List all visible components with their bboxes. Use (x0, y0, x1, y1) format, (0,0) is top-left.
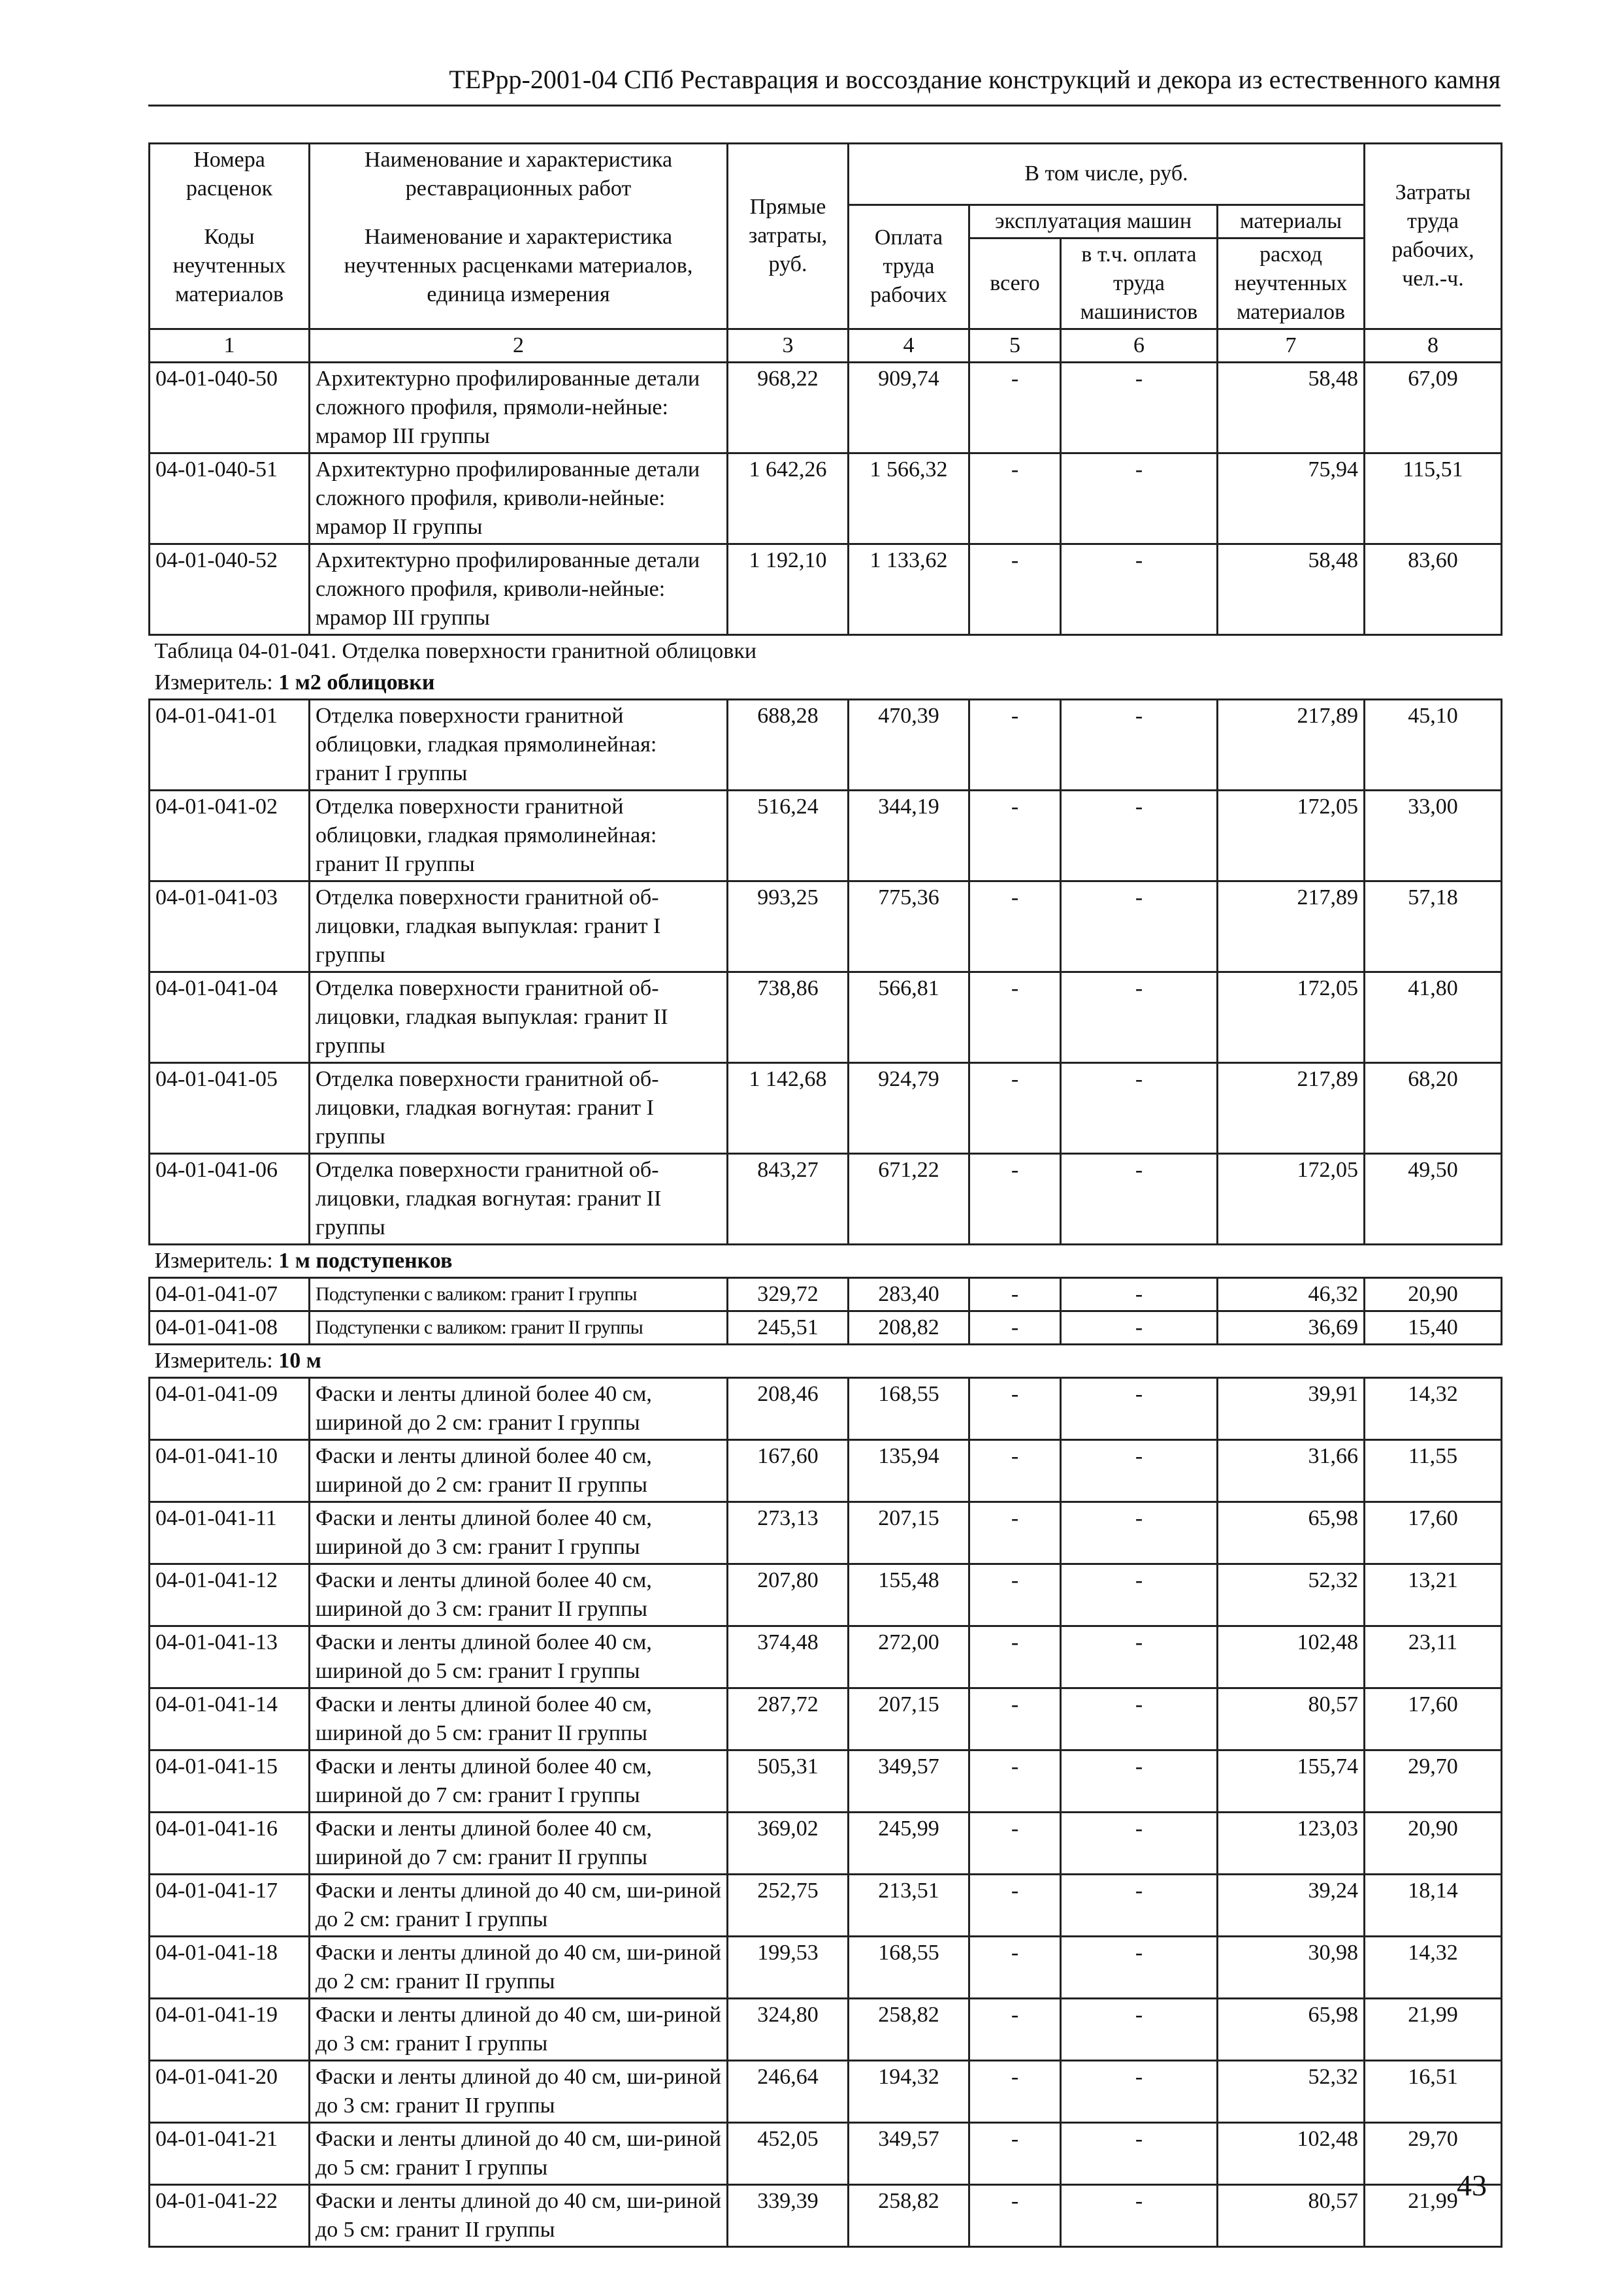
operator-cost: - (1061, 1812, 1218, 1874)
operator-cost: - (1061, 2184, 1218, 2246)
work-name: Фаски и ленты длиной до 40 см, ши-риной до 3 см: гранит I группы (310, 1998, 728, 2060)
machine-cost: - (969, 1153, 1061, 1244)
labor-hours: 29,70 (1365, 1750, 1502, 1812)
work-name: Архитектурно профилированные детали сложного профиля, прямоли-нейные: мрамор III группы (310, 362, 728, 453)
labor-hours: 16,51 (1365, 2060, 1502, 2122)
col-index: 3 (728, 329, 849, 362)
labor-hours: 11,55 (1365, 1439, 1502, 1502)
operator-cost: - (1061, 972, 1218, 1062)
labor-hours: 33,00 (1365, 790, 1502, 881)
meter-line-2 (150, 1244, 1502, 1277)
work-name: Фаски и ленты длиной до 40 см, ши-риной до 2 см: гранит II группы (310, 1936, 728, 1998)
materials-cost: 39,24 (1218, 1874, 1365, 1936)
direct-cost: 208,46 (728, 1377, 849, 1439)
labor-cost: 245,99 (849, 1812, 969, 1874)
rates-table (148, 142, 1502, 2248)
labor-cost: 344,19 (849, 790, 969, 881)
work-name: Фаски и ленты длиной до 40 см, ши-риной до 2 см: гранит I группы (310, 1874, 728, 1936)
operator-cost: - (1061, 2060, 1218, 2122)
materials-cost: 58,48 (1218, 362, 1365, 453)
labor-cost: 135,94 (849, 1439, 969, 1502)
rows-040 (150, 362, 1502, 634)
table-row (150, 1153, 1502, 1244)
materials-cost: 123,03 (1218, 1812, 1365, 1874)
rows-041-facing (150, 699, 1502, 1244)
table-row (150, 1439, 1502, 1502)
table-row (150, 1750, 1502, 1812)
labor-cost: 775,36 (849, 881, 969, 972)
machine-cost: - (969, 972, 1061, 1062)
col-index: 5 (969, 329, 1061, 362)
operator-cost: - (1061, 1998, 1218, 2060)
machines-header: эксплуатация машин (969, 205, 1218, 238)
col-index: 4 (849, 329, 969, 362)
materials-cost: 80,57 (1218, 1688, 1365, 1750)
rate-code: 04-01-041-19 (150, 1998, 310, 2060)
rate-code: 04-01-041-09 (150, 1377, 310, 1439)
machine-cost: - (969, 1277, 1061, 1311)
rate-code: 04-01-041-03 (150, 881, 310, 972)
operator-cost: - (1061, 544, 1218, 634)
labor-hours: 29,70 (1365, 2122, 1502, 2184)
operator-cost: - (1061, 1564, 1218, 1626)
rate-code: 04-01-040-51 (150, 453, 310, 544)
machine-cost: - (969, 2184, 1061, 2246)
work-name: Архитектурно профилированные детали сложного профиля, криволи-нейные: мрамор II группы (310, 453, 728, 544)
rows-041-chamfers (150, 1377, 1502, 2246)
direct-cost: 843,27 (728, 1153, 849, 1244)
labor-cost: 155,48 (849, 1564, 969, 1626)
labor-hours: 18,14 (1365, 1874, 1502, 1936)
labor-hours: 67,09 (1365, 362, 1502, 453)
labor-hours: 23,11 (1365, 1626, 1502, 1688)
rate-code: 04-01-041-15 (150, 1750, 310, 1812)
labor-cost: 470,39 (849, 699, 969, 790)
labor-hours: 49,50 (1365, 1153, 1502, 1244)
materials-cost: 52,32 (1218, 2060, 1365, 2122)
rate-code: 04-01-040-52 (150, 544, 310, 634)
materials-cost: 102,48 (1218, 2122, 1365, 2184)
labor-hours: 68,20 (1365, 1062, 1502, 1153)
direct-cost: 968,22 (728, 362, 849, 453)
work-name: Фаски и ленты длиной более 40 см, шириной до 5 см: гранит II группы (310, 1688, 728, 1750)
direct-cost: 1 192,10 (728, 544, 849, 634)
labor-hours: 17,60 (1365, 1688, 1502, 1750)
labor-cost: 272,00 (849, 1626, 969, 1688)
work-name: Фаски и ленты длиной более 40 см, шириной до 7 см: гранит II группы (310, 1812, 728, 1874)
machine-cost: - (969, 2060, 1061, 2122)
operator-cost: - (1061, 1062, 1218, 1153)
labor-hours: 41,80 (1365, 972, 1502, 1062)
meter-label: Измеритель: (154, 1248, 273, 1273)
meter-value: 1 м2 облицовки (278, 670, 435, 695)
labor-hours: 15,40 (1365, 1311, 1502, 1344)
work-name: Фаски и ленты длиной более 40 см, шириной до 2 см: гранит I группы (310, 1377, 728, 1439)
table-row (150, 1564, 1502, 1626)
labor-cost: 909,74 (849, 362, 969, 453)
direct-cost: 369,02 (728, 1812, 849, 1874)
machine-cost: - (969, 1626, 1061, 1688)
machine-cost: - (969, 1874, 1061, 1936)
col-index: 1 (150, 329, 310, 362)
direct-cost: 688,28 (728, 699, 849, 790)
work-name: Отделка поверхности гранитной об-лицовки, гладкая вогнутая: гранит II группы (310, 1153, 728, 1244)
rate-code: 04-01-040-50 (150, 362, 310, 453)
direct-cost: 1 642,26 (728, 453, 849, 544)
labor-cost: 208,82 (849, 1311, 969, 1344)
work-name: Фаски и ленты длиной до 40 см, ши-риной до 3 см: гранит II группы (310, 2060, 728, 2122)
work-name: Фаски и ленты длиной до 40 см, ши-риной до 5 см: гранит I группы (310, 2122, 728, 2184)
direct-cost: 329,72 (728, 1277, 849, 1311)
labor-cost: 207,15 (849, 1688, 969, 1750)
table-row (150, 544, 1502, 634)
materials-cost: 58,48 (1218, 544, 1365, 634)
machine-cost: - (969, 1439, 1061, 1502)
labor-cost: 207,15 (849, 1502, 969, 1564)
meter-3-caption (150, 1344, 1502, 1377)
direct-cost: 993,25 (728, 881, 849, 972)
table-row (150, 1502, 1502, 1564)
table-row (150, 1277, 1502, 1311)
machine-cost: - (969, 453, 1061, 544)
materials-cost: 102,48 (1218, 1626, 1365, 1688)
table-row (150, 362, 1502, 453)
labor-hours: 20,90 (1365, 1812, 1502, 1874)
materials-cost: 36,69 (1218, 1311, 1365, 1344)
direct-cost: 246,64 (728, 2060, 849, 2122)
table-row (150, 790, 1502, 881)
col5-header: всего (969, 238, 1061, 329)
labor-cost: 283,40 (849, 1277, 969, 1311)
work-name: Архитектурно профилированные детали сложного профиля, криволи-нейные: мрамор III группы (310, 544, 728, 634)
work-name: Отделка поверхности гранитной облицовки, гладкая прямолинейная: гранит II группы (310, 790, 728, 881)
operator-cost: - (1061, 1311, 1218, 1344)
rate-code: 04-01-041-05 (150, 1062, 310, 1153)
materials-cost: 31,66 (1218, 1439, 1365, 1502)
work-name: Фаски и ленты длиной более 40 см, шириной до 7 см: гранит I группы (310, 1750, 728, 1812)
labor-hours: 21,99 (1365, 1998, 1502, 2060)
machine-cost: - (969, 1998, 1061, 2060)
rate-code: 04-01-041-20 (150, 2060, 310, 2122)
machine-cost: - (969, 1812, 1061, 1874)
materials-cost: 46,32 (1218, 1277, 1365, 1311)
operator-cost: - (1061, 881, 1218, 972)
page-header-title: ТЕРрр-2001-04 СПб Реставрация и воссоздание конструкций и декора из естественного камня (148, 64, 1501, 107)
rate-code: 04-01-041-06 (150, 1153, 310, 1244)
labor-hours: 14,32 (1365, 1936, 1502, 1998)
col2-header-bottom: Наименование и характеристика неучтенных расценками материалов, единица измерения (310, 205, 728, 329)
machine-cost: - (969, 544, 1061, 634)
operator-cost: - (1061, 1277, 1218, 1311)
direct-cost: 516,24 (728, 790, 849, 881)
rate-code: 04-01-041-04 (150, 972, 310, 1062)
materials-cost: 217,89 (1218, 1062, 1365, 1153)
labor-hours: 115,51 (1365, 453, 1502, 544)
operator-cost: - (1061, 1626, 1218, 1688)
rate-code: 04-01-041-10 (150, 1439, 310, 1502)
operator-cost: - (1061, 1750, 1218, 1812)
meter-label: Измеритель: (154, 1348, 273, 1373)
col1-header-bottom: Коды неучтенных материалов (150, 205, 310, 329)
labor-cost: 1 566,32 (849, 453, 969, 544)
work-name: Фаски и ленты длиной более 40 см, шириной до 5 см: гранит I группы (310, 1626, 728, 1688)
labor-hours: 14,32 (1365, 1377, 1502, 1439)
rate-code: 04-01-041-22 (150, 2184, 310, 2246)
machine-cost: - (969, 2122, 1061, 2184)
materials-cost: 172,05 (1218, 1153, 1365, 1244)
machine-cost: - (969, 1502, 1061, 1564)
materials-cost: 52,32 (1218, 1564, 1365, 1626)
labor-cost: 194,32 (849, 2060, 969, 2122)
table-row (150, 453, 1502, 544)
labor-cost: 349,57 (849, 2122, 969, 2184)
page-number: 43 (1457, 2169, 1487, 2202)
rate-code: 04-01-041-18 (150, 1936, 310, 1998)
col8-header: Затраты труда рабочих, чел.-ч. (1365, 144, 1502, 329)
labor-hours: 13,21 (1365, 1564, 1502, 1626)
operator-cost: - (1061, 1153, 1218, 1244)
col-index: 2 (310, 329, 728, 362)
rate-code: 04-01-041-13 (150, 1626, 310, 1688)
rate-code: 04-01-041-12 (150, 1564, 310, 1626)
materials-cost: 75,94 (1218, 453, 1365, 544)
table-row (150, 1874, 1502, 1936)
labor-hours: 83,60 (1365, 544, 1502, 634)
col1-header-top: Номера расценок (150, 144, 310, 205)
table-row (150, 1688, 1502, 1750)
materials-cost: 172,05 (1218, 790, 1365, 881)
rate-code: 04-01-041-08 (150, 1311, 310, 1344)
table-row (150, 1311, 1502, 1344)
direct-cost: 1 142,68 (728, 1062, 849, 1153)
table-row (150, 1062, 1502, 1153)
rate-code: 04-01-041-01 (150, 699, 310, 790)
col6-header: в т.ч. оплата труда машинистов (1061, 238, 1218, 329)
materials-cost: 172,05 (1218, 972, 1365, 1062)
meter-line-1 (150, 667, 1502, 700)
work-name: Отделка поверхности гранитной облицовки, гладкая прямолинейная: гранит I группы (310, 699, 728, 790)
operator-cost: - (1061, 1502, 1218, 1564)
meter-2-caption (150, 1244, 1502, 1277)
labor-hours: 45,10 (1365, 699, 1502, 790)
rows-041-risers (150, 1277, 1502, 1344)
work-name: Подступенки с валиком: гранит II группы (310, 1311, 728, 1344)
meter-label: Измеритель: (154, 670, 273, 695)
table-041-title: Таблица 04-01-041. Отделка поверхности гранитной облицовки (154, 638, 757, 663)
operator-cost: - (1061, 1377, 1218, 1439)
table-row (150, 881, 1502, 972)
in-total-header: В том числе, руб. (849, 144, 1365, 205)
materials-cost: 65,98 (1218, 1998, 1365, 2060)
direct-cost: 245,51 (728, 1311, 849, 1344)
table-row (150, 1626, 1502, 1688)
labor-cost: 349,57 (849, 1750, 969, 1812)
materials-cost: 30,98 (1218, 1936, 1365, 1998)
direct-cost: 287,72 (728, 1688, 849, 1750)
rate-code: 04-01-041-02 (150, 790, 310, 881)
meter-value: 1 м подступенков (278, 1248, 453, 1273)
labor-cost: 258,82 (849, 2184, 969, 2246)
col4-header: Оплата труда рабочих (849, 205, 969, 329)
labor-cost: 168,55 (849, 1936, 969, 1998)
direct-cost: 324,80 (728, 1998, 849, 2060)
table-row (150, 1377, 1502, 1439)
machine-cost: - (969, 1688, 1061, 1750)
materials-cost: 80,57 (1218, 2184, 1365, 2246)
materials-cost: 217,89 (1218, 881, 1365, 972)
col-index: 7 (1218, 329, 1365, 362)
work-name: Фаски и ленты длиной до 40 см, ши-риной до 5 см: гранит II группы (310, 2184, 728, 2246)
rate-code: 04-01-041-14 (150, 1688, 310, 1750)
labor-hours: 20,90 (1365, 1277, 1502, 1311)
operator-cost: - (1061, 1688, 1218, 1750)
direct-cost: 452,05 (728, 2122, 849, 2184)
table-row (150, 2184, 1502, 2246)
machine-cost: - (969, 1311, 1061, 1344)
direct-cost: 252,75 (728, 1874, 849, 1936)
operator-cost: - (1061, 2122, 1218, 2184)
table-row (150, 972, 1502, 1062)
direct-cost: 273,13 (728, 1502, 849, 1564)
labor-hours: 57,18 (1365, 881, 1502, 972)
col-index: 6 (1061, 329, 1218, 362)
labor-hours: 17,60 (1365, 1502, 1502, 1564)
work-name: Отделка поверхности гранитной об-лицовки, гладкая выпуклая: гранит II группы (310, 972, 728, 1062)
labor-cost: 1 133,62 (849, 544, 969, 634)
work-name: Отделка поверхности гранитной об-лицовки, гладкая выпуклая: гранит I группы (310, 881, 728, 972)
table-row (150, 1812, 1502, 1874)
operator-cost: - (1061, 699, 1218, 790)
work-name: Отделка поверхности гранитной об-лицовки, гладкая вогнутая: гранит I группы (310, 1062, 728, 1153)
direct-cost: 339,39 (728, 2184, 849, 2246)
direct-cost: 199,53 (728, 1936, 849, 1998)
materials-cost: 155,74 (1218, 1750, 1365, 1812)
col-index: 8 (1365, 329, 1502, 362)
machine-cost: - (969, 1750, 1061, 1812)
direct-cost: 374,48 (728, 1626, 849, 1688)
table-row (150, 1936, 1502, 1998)
work-name: Фаски и ленты длиной более 40 см, шириной до 3 см: гранит II группы (310, 1564, 728, 1626)
machine-cost: - (969, 1936, 1061, 1998)
operator-cost: - (1061, 453, 1218, 544)
table-row (150, 2122, 1502, 2184)
table-row (150, 1998, 1502, 2060)
col7-header: расход неучтенных материалов (1218, 238, 1365, 329)
meter-value: 10 м (278, 1348, 321, 1373)
labor-cost: 671,22 (849, 1153, 969, 1244)
machine-cost: - (969, 790, 1061, 881)
labor-cost: 924,79 (849, 1062, 969, 1153)
operator-cost: - (1061, 1936, 1218, 1998)
materials-cost: 217,89 (1218, 699, 1365, 790)
work-name: Фаски и ленты длиной более 40 см, шириной до 2 см: гранит II группы (310, 1439, 728, 1502)
rate-code: 04-01-041-11 (150, 1502, 310, 1564)
operator-cost: - (1061, 1439, 1218, 1502)
work-name: Фаски и ленты длиной более 40 см, шириной до 3 см: гранит I группы (310, 1502, 728, 1564)
materials-header: материалы (1218, 205, 1365, 238)
labor-cost: 566,81 (849, 972, 969, 1062)
col3-header: Прямые затраты, руб. (728, 144, 849, 329)
direct-cost: 167,60 (728, 1439, 849, 1502)
rate-code: 04-01-041-17 (150, 1874, 310, 1936)
operator-cost: - (1061, 1874, 1218, 1936)
machine-cost: - (969, 1377, 1061, 1439)
rate-code: 04-01-041-16 (150, 1812, 310, 1874)
labor-cost: 258,82 (849, 1998, 969, 2060)
col2-header-top: Наименование и характеристика реставрационных работ (310, 144, 728, 205)
machine-cost: - (969, 881, 1061, 972)
labor-cost: 168,55 (849, 1377, 969, 1439)
rate-code: 04-01-041-21 (150, 2122, 310, 2184)
machine-cost: - (969, 1062, 1061, 1153)
meter-line-3 (150, 1344, 1502, 1377)
table-row (150, 2060, 1502, 2122)
machine-cost: - (969, 362, 1061, 453)
table-041-caption (150, 634, 1502, 699)
operator-cost: - (1061, 790, 1218, 881)
materials-cost: 65,98 (1218, 1502, 1365, 1564)
work-name: Подступенки с валиком: гранит I группы (310, 1277, 728, 1311)
table-row (150, 699, 1502, 790)
labor-hours: 21,99 (1365, 2184, 1502, 2246)
labor-cost: 213,51 (849, 1874, 969, 1936)
direct-cost: 207,80 (728, 1564, 849, 1626)
machine-cost: - (969, 699, 1061, 790)
rate-code: 04-01-041-07 (150, 1277, 310, 1311)
materials-cost: 39,91 (1218, 1377, 1365, 1439)
machine-cost: - (969, 1564, 1061, 1626)
direct-cost: 738,86 (728, 972, 849, 1062)
operator-cost: - (1061, 362, 1218, 453)
direct-cost: 505,31 (728, 1750, 849, 1812)
